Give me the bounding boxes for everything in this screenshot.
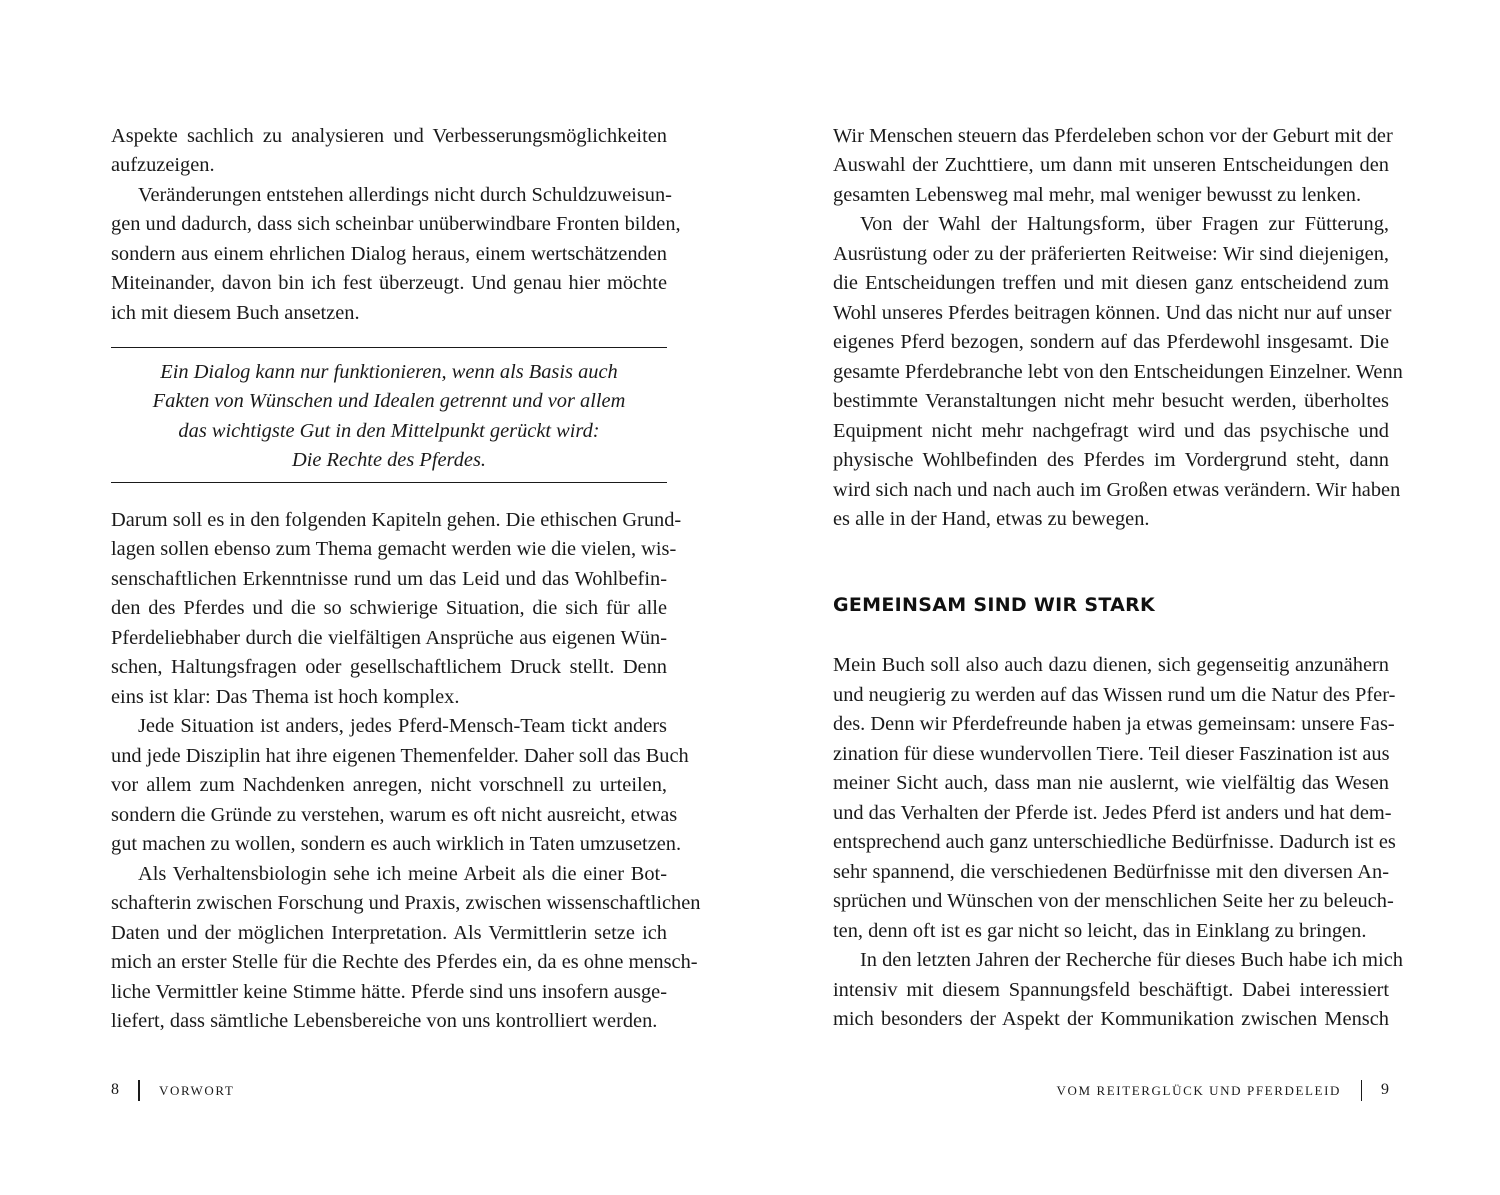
pull-quote bbox=[111, 347, 667, 483]
text-line: die Entscheidungen treffen und mit diesen ganz entscheidend zum bbox=[833, 272, 1389, 294]
quote-line: Fakten von Wünschen und Idealen getrennt und vor allem bbox=[152, 390, 626, 412]
text-line: Von der Wahl der Haltungsform, über Fragen zur Fütterung, bbox=[860, 213, 1389, 235]
text-line: aufzuzeigen. bbox=[111, 154, 215, 176]
text-line: lagen sollen ebenso zum Thema gemacht werden wie die vielen, wis- bbox=[111, 538, 677, 560]
footer-separator bbox=[1361, 1080, 1363, 1101]
text-line: und neugierig zu werden auf das Wissen rund um die Natur des Pfer- bbox=[833, 684, 1396, 706]
text-line: entsprechend auch ganz unterschiedliche Bedürfnisse. Dadurch ist es bbox=[833, 831, 1396, 853]
text-line: eigenes Pferd bezogen, sondern auf das Pferdewohl insgesamt. Die bbox=[833, 331, 1389, 353]
text-line: Veränderungen entstehen allerdings nicht durch Schuldzuweisun- bbox=[138, 184, 672, 206]
text-line: eins ist klar: Das Thema ist hoch komplex. bbox=[111, 686, 460, 708]
running-head: VOM REITERGLÜCK UND PFERDELEID bbox=[1056, 1083, 1341, 1098]
text-line: In den letzten Jahren der Recherche für dieses Buch habe ich mich bbox=[860, 949, 1403, 971]
text-line: zination für diese wundervollen Tiere. Teil dieser Faszination ist aus bbox=[833, 743, 1390, 765]
footer-separator bbox=[138, 1080, 140, 1101]
page-number: 8 bbox=[111, 1081, 119, 1098]
text-line: mich besonders der Aspekt der Kommunikation zwischen Mensch bbox=[833, 1008, 1389, 1030]
text-line: gesamten Lebensweg mal mehr, mal weniger bewusst zu lenken. bbox=[833, 184, 1362, 206]
page-number: 9 bbox=[1381, 1081, 1389, 1098]
text-line: ten, denn oft ist es gar nicht so leicht, das in Einklang zu bringen. bbox=[833, 920, 1367, 942]
section-heading: GEMEINSAM SIND WIR STARK bbox=[833, 594, 1156, 616]
text-line: Darum soll es in den folgenden Kapiteln gehen. Die ethischen Grund- bbox=[111, 509, 682, 531]
text-line: Equipment nicht mehr nachgefragt wird und das psychische und bbox=[833, 420, 1389, 442]
text-line: wird sich nach und nach auch im Großen etwas verändern. Wir haben bbox=[833, 479, 1401, 501]
text-line: des. Denn wir Pferdefreunde haben ja etwas gemeinsam: unsere Fas- bbox=[833, 713, 1395, 735]
text-line: gen und dadurch, dass sich scheinbar unüberwindbare Fronten bilden, bbox=[111, 213, 681, 235]
text-line: vor allem zum Nachdenken anregen, nicht vorschnell zu urteilen, bbox=[111, 774, 667, 796]
quote-line: Die Rechte des Pferdes. bbox=[291, 449, 486, 471]
text-line: sehr spannend, die verschiedenen Bedürfnisse mit den diversen An- bbox=[833, 861, 1389, 883]
text-line: Aspekte sachlich zu analysieren und Verbesserungsmöglichkeiten bbox=[111, 125, 667, 147]
text-line: liefert, dass sämtliche Lebensbereiche von uns kontrolliert werden. bbox=[111, 1010, 658, 1032]
text-line: gesamte Pferdebranche lebt von den Entscheidungen Einzelner. Wenn bbox=[833, 361, 1403, 383]
text-line: mich an erster Stelle für die Rechte des Pferdes ein, da es ohne mensch- bbox=[111, 951, 698, 973]
text-line: Mein Buch soll also auch dazu dienen, sich gegenseitig anzunähern bbox=[833, 654, 1389, 676]
text-line: meiner Sicht auch, dass man nie auslernt, wie vielfältig das Wesen bbox=[833, 772, 1389, 794]
text-line: Jede Situation ist anders, jedes Pferd-Mensch-Team tickt anders bbox=[138, 715, 667, 737]
text-line: Als Verhaltensbiologin sehe ich meine Arbeit als die einer Bot- bbox=[138, 863, 667, 885]
text-line: sondern die Gründe zu verstehen, warum es oft nicht ausreicht, etwas bbox=[111, 804, 678, 826]
quote-line: das wichtigste Gut in den Mittelpunkt gerückt wird: bbox=[178, 420, 600, 442]
text-line: und das Verhalten der Pferde ist. Jedes Pferd ist anders und hat dem- bbox=[833, 802, 1392, 824]
text-line: sondern aus einem ehrlichen Dialog heraus, einem wertschätzenden bbox=[111, 243, 667, 265]
text-line: ich mit diesem Buch ansetzen. bbox=[111, 302, 360, 324]
text-line: und jede Disziplin hat ihre eigenen Themenfelder. Daher soll das Buch bbox=[111, 745, 689, 767]
text-line: Miteinander, davon bin ich fest überzeugt. Und genau hier möchte bbox=[111, 272, 667, 294]
text-line: Auswahl der Zuchttiere, um dann mit unseren Entscheidungen den bbox=[833, 154, 1389, 176]
text-line: liche Vermittler keine Stimme hätte. Pferde sind uns insofern ausge- bbox=[111, 981, 667, 1003]
text-line: physische Wohlbefinden des Pferdes im Vordergrund steht, dann bbox=[833, 449, 1389, 471]
text-line: Ausrüstung oder zu der präferierten Reitweise: Wir sind diejenigen, bbox=[833, 243, 1389, 265]
quote-line: Ein Dialog kann nur funktionieren, wenn als Basis auch bbox=[160, 361, 618, 383]
text-line: schafterin zwischen Forschung und Praxis, zwischen wissenschaftlichen bbox=[111, 892, 701, 914]
text-line: gut machen zu wollen, sondern es auch wirklich in Taten umzusetzen. bbox=[111, 833, 682, 855]
text-line: den des Pferdes und die so schwierige Situation, die sich für alle bbox=[111, 597, 667, 619]
text-line: sprüchen und Wünschen von der menschlichen Seite her zu beleuch- bbox=[833, 890, 1394, 912]
text-line: Wir Menschen steuern das Pferdeleben schon vor der Geburt mit der bbox=[833, 125, 1393, 147]
text-line: senschaftlichen Erkenntnisse rund um das Leid und das Wohlbefin- bbox=[111, 568, 667, 590]
text-line: Daten und der möglichen Interpretation. Als Vermittlerin setze ich bbox=[111, 922, 667, 944]
text-line: intensiv mit diesem Spannungsfeld beschäftigt. Dabei interessiert bbox=[833, 979, 1389, 1001]
text-line: schen, Haltungsfragen oder gesellschaftlichem Druck stellt. Denn bbox=[111, 656, 667, 678]
running-head: VORWORT bbox=[159, 1083, 235, 1098]
text-line: es alle in der Hand, etwas zu bewegen. bbox=[833, 508, 1150, 530]
text-line: Pferdeliebhaber durch die vielfältigen Ansprüche aus eigenen Wün- bbox=[111, 627, 667, 649]
text-line: Wohl unseres Pferdes beitragen können. Und das nicht nur auf unser bbox=[833, 302, 1392, 324]
text-line: bestimmte Veranstaltungen nicht mehr besucht werden, überholtes bbox=[833, 390, 1389, 412]
